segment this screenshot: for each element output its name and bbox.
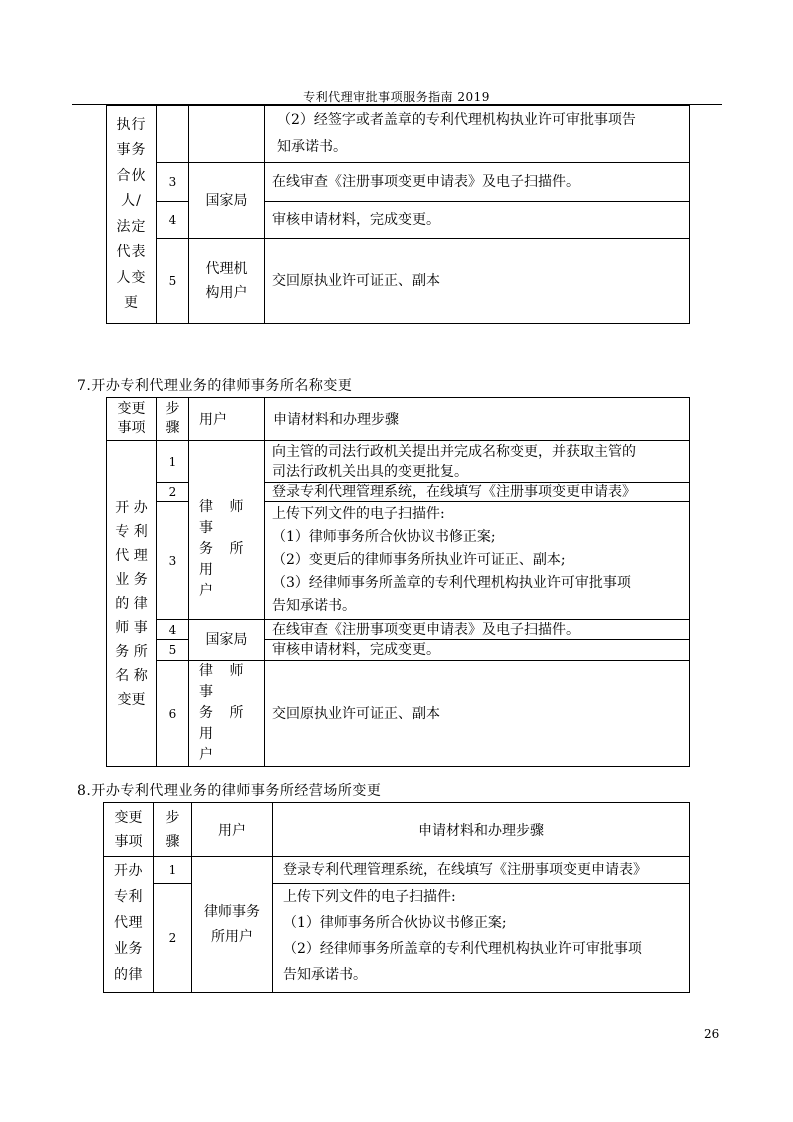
user-cell: 代理机 构用户 — [189, 239, 265, 324]
section-7-title: 7.开办专利代理业务的律师事务所名称变更 — [77, 378, 353, 394]
material-cell: 交回原执业许可证正、副本 — [265, 661, 690, 767]
material-cell: （2）经签字或者盖章的专利代理机构执业许可审批事项告 知承诺书。 — [265, 106, 690, 163]
header-material: 申请材料和办理步骤 — [273, 803, 690, 857]
material-cell: 上传下列文件的电子扫描件: （1）律师事务所合伙协议书修正案; （2）经律师事务所盖章的专利代理机构执业许可审批事项 告知承诺书。 — [273, 884, 690, 993]
header-material: 申请材料和办理步骤 — [265, 398, 690, 441]
material-cell: 登录专利代理管理系统，在线填写《注册事项变更申请表》 — [265, 483, 690, 502]
header-category: 变更 事项 — [107, 398, 157, 441]
user-cell: 国家局 — [189, 163, 265, 239]
table-row — [104, 884, 690, 993]
user-cell: 国家局 — [189, 620, 265, 661]
table-row — [107, 239, 690, 324]
table-representative-change — [106, 105, 690, 324]
table-name-change — [106, 397, 690, 767]
table-row — [107, 661, 690, 767]
step-cell: 4 — [157, 620, 189, 640]
category-cell: 开办 专利 代理 业务 的律 — [104, 857, 154, 993]
section-8-title: 8.开办专利代理业务的律师事务所经营场所变更 — [77, 783, 382, 799]
material-cell: 上传下列文件的电子扫描件: （1）律师事务所合伙协议书修正案; （2）变更后的律师事务所执业许可证正、副本; （3）经律师事务所盖章的专利代理机构执业许可审批事项 告知承诺书。 — [265, 502, 690, 620]
step-cell: 6 — [157, 661, 189, 767]
header-step: 步 骤 — [154, 803, 192, 857]
header-user: 用户 — [192, 803, 273, 857]
table-row — [104, 857, 690, 884]
step-cell: 5 — [157, 640, 189, 661]
user-cell: 律师事务 所用户 — [192, 857, 273, 993]
table-location-change — [103, 802, 690, 993]
category-cell: 执行 事务 合伙 人/ 法定 代表 人变 更 — [107, 106, 157, 324]
table-row — [107, 441, 690, 483]
material-cell: 向主管的司法行政机关提出并完成名称变更，并获取主管的 司法行政机关出具的变更批复。 — [265, 441, 690, 483]
step-cell — [157, 106, 189, 163]
material-cell: 登录专利代理管理系统，在线填写《注册事项变更申请表》 — [273, 857, 690, 884]
step-cell: 4 — [157, 202, 189, 239]
material-cell: 在线审查《注册事项变更申请表》及电子扫描件。 — [265, 163, 690, 202]
step-cell: 2 — [157, 483, 189, 502]
step-cell: 1 — [157, 441, 189, 483]
table-row — [107, 163, 690, 202]
header-step: 步 骤 — [157, 398, 189, 441]
user-cell: 律 师 事 务 所 用 户 — [189, 661, 265, 767]
material-cell: 交回原执业许可证正、副本 — [265, 239, 690, 324]
user-cell — [189, 106, 265, 163]
table-row — [107, 620, 690, 640]
table-header-row — [104, 803, 690, 857]
step-cell: 1 — [154, 857, 192, 884]
step-cell: 2 — [154, 884, 192, 993]
page-header-title: 专利代理审批事项服务指南 2019 — [303, 90, 490, 104]
material-cell: 在线审查《注册事项变更申请表》及电子扫描件。 — [265, 620, 690, 640]
page-number: 26 — [704, 1027, 720, 1041]
step-cell: 3 — [157, 163, 189, 202]
category-cell: 开 办 专 利 代 理 业 务 的 律 师 事 务 所 名 称 变更 — [107, 441, 157, 767]
step-cell: 5 — [157, 239, 189, 324]
table-header-row — [107, 398, 690, 441]
step-cell: 3 — [157, 502, 189, 620]
table-row — [107, 106, 690, 163]
material-cell: 审核申请材料，完成变更。 — [265, 202, 690, 239]
header-user: 用户 — [189, 398, 265, 441]
material-cell: 审核申请材料，完成变更。 — [265, 640, 690, 661]
header-category: 变更 事项 — [104, 803, 154, 857]
user-cell: 律 师 事 务 所 用 户 — [189, 441, 265, 620]
